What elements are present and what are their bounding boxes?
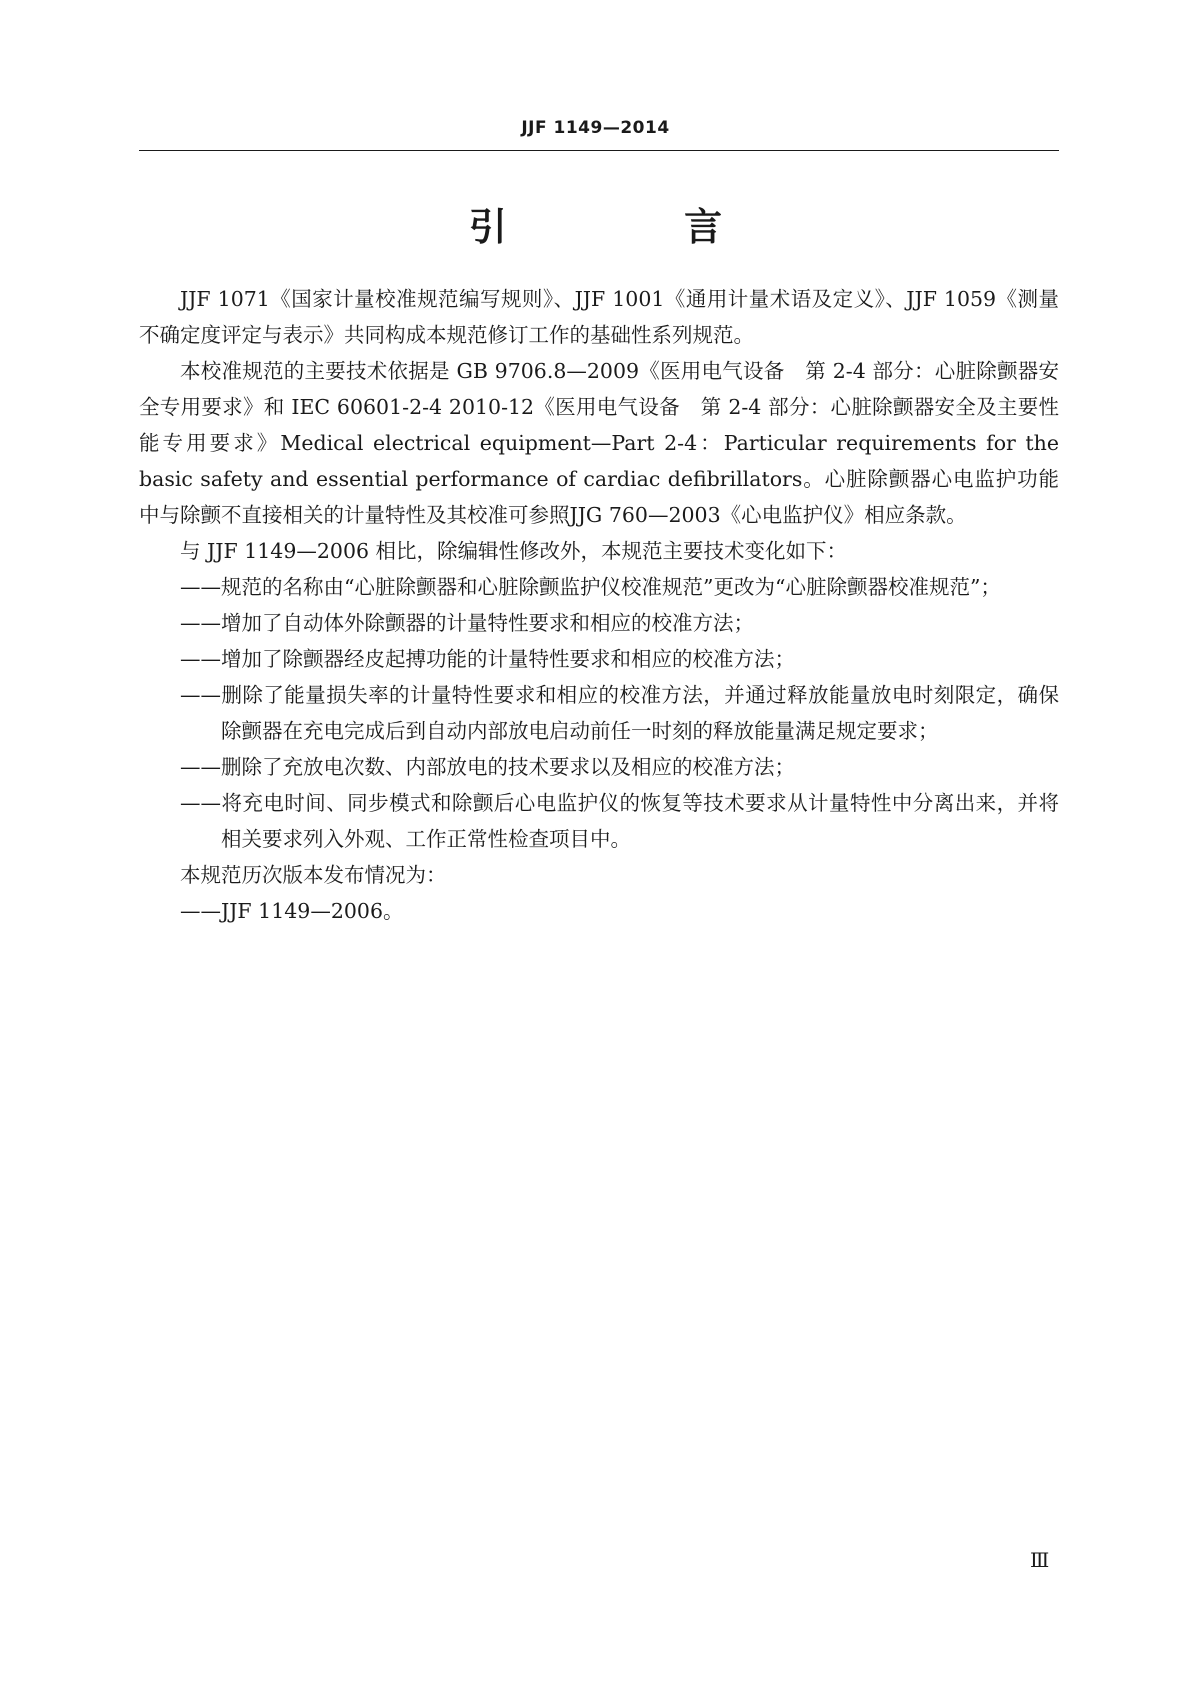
- paragraph-history-intro: 本规范历次版本发布情况为：: [180, 863, 447, 887]
- header-divider: [139, 150, 1059, 151]
- document-code-header: JJF 1149—2014: [521, 118, 670, 138]
- body-text: [139, 281, 1059, 929]
- change-item: ——规范的名称由“心脏除颤器和心脏除颤监护仪校准规范”更改为“心脏除颤器校准规范”；: [180, 575, 1001, 599]
- change-item: ——增加了除颤器经皮起搏功能的计量特性要求和相应的校准方法；: [180, 647, 795, 671]
- paragraph-changes-intro: 与 JJF 1149—2006 相比，除编辑性修改外，本规范主要技术变化如下：: [180, 539, 848, 563]
- change-item: ——增加了自动体外除颤器的计量特性要求和相应的校准方法；: [180, 611, 754, 635]
- page-number: Ⅲ: [1030, 1548, 1050, 1572]
- paragraph-references: JJF 1071《国家计量校准规范编写规则》、JJF 1001《通用计量术语及定义》、JJF 1059《测量不确定度评定与表示》共同构成本规范修订工作的基础性系列规范。: [139, 287, 1059, 347]
- change-item: ——删除了充放电次数、内部放电的技术要求以及相应的校准方法；: [180, 755, 795, 779]
- history-item: ——JJF 1149—2006。: [180, 899, 404, 923]
- change-item: ——删除了能量损失率的计量特性要求和相应的校准方法，并通过释放能量放电时刻限定，确保除颤器在充电完成后到自动内部放电启动前任一时刻的释放能量满足规定要求；: [180, 683, 1059, 743]
- page-title: 引 言: [468, 205, 805, 249]
- change-item: ——将充电时间、同步模式和除颤后心电监护仪的恢复等技术要求从计量特性中分离出来，并将相关要求列入外观、工作正常性检查项目中。: [180, 791, 1059, 851]
- paragraph-technical-basis: 本校准规范的主要技术依据是 GB 9706.8—2009《医用电气设备 第 2-4 部分：心脏除颤器安全专用要求》和 IEC 60601-2-4 2010-12《医用电气设备 第 2-4 部分：心脏除颤器安全及主要性能专用要求》Medical electrical equipment—Part 2-4：Particular requirements for the basic safety and essential performance of cardiac defibrillators。心脏除颤器心电监护功能中与除颤不直接相关的计量特性及其校准可参照JJG 760—2003《心电监护仪》相应条款。: [139, 359, 1059, 527]
